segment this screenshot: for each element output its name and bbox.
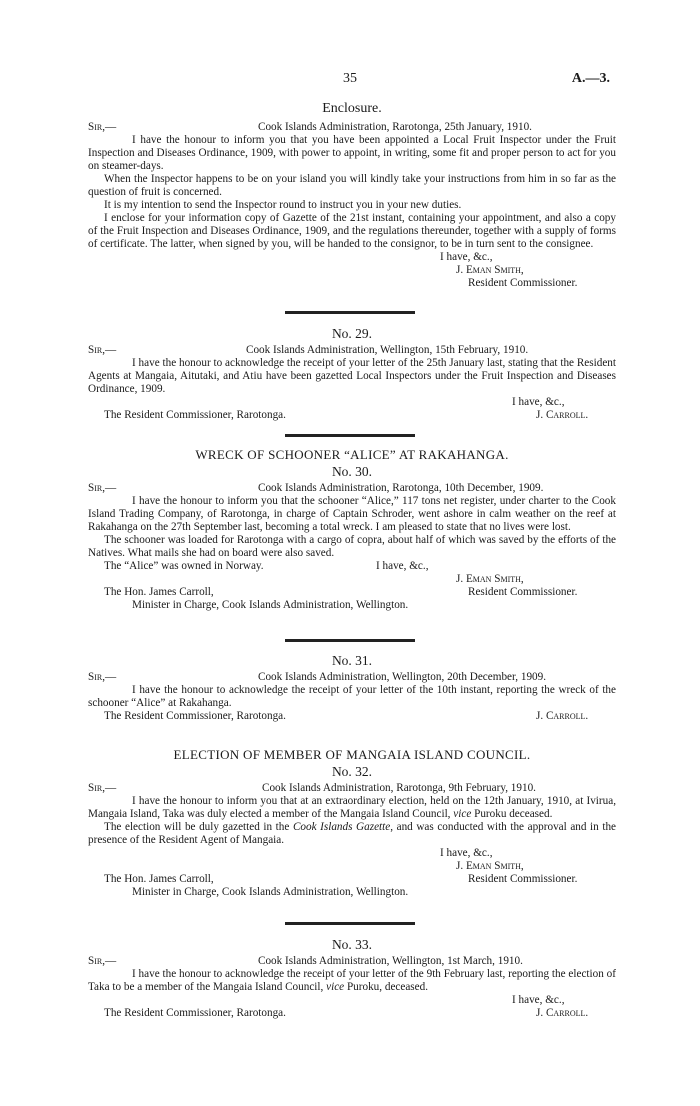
closing: I have, &c., [376,560,429,572]
signer-name: J. Eman Smith, [456,264,524,276]
section-rule [285,922,415,925]
letter-header [88,344,616,357]
addressee-line [88,409,616,422]
letter-heading: No. 33. [331,937,373,952]
signer-title: Resident Commissioner. [468,277,578,289]
place-date: Cook Islands Administration, Wellington, 1st March, 1910. [258,955,523,967]
signer-name: J. Carroll. [536,409,589,421]
addressee-line [88,586,616,599]
document-reference: A.—3. [571,71,610,86]
letter-no-33 [88,936,616,1020]
letter-no-30 [88,448,616,612]
paragraph: I have the honour to acknowledge the receipt of your letter of the 10th instant, reporting the wreck of the schooner “Alice” at Rakahanga. [88,684,616,709]
salutation: Sir,— [88,344,117,356]
letter-no-32 [88,748,616,899]
paragraph: When the Inspector happens to be on your island you will kindly take your instructions from him in so far as the question of fruit is concerned. [88,173,616,198]
closing-line [88,847,616,860]
salutation: Sir,— [88,671,117,683]
page-header [0,72,700,88]
section-rule [285,311,415,314]
paragraph: I have the honour to inform you that the schooner “Alice,” 117 tons net register, under charter to the Cook Island Trading Company, of Rarotonga, in charge of Captain Schroder, went ashore in calm weather on the reef at Rakahanga on the 27th September last, becoming a total wreck. I am pleased to state that no lives were lost. [88,495,616,533]
addressee: The Resident Commissioner, Rarotonga. [104,409,286,421]
paragraph: I have the honour to acknowledge the receipt of your letter of the 25th January last, stating that the Resident Agents at Mangaia, Aitutaki, and Atiu have been gazetted Local Inspectors under the Fruit Inspection and Diseases Ordinance, 1909. [88,357,616,395]
closing: I have, &c., [512,396,565,408]
gazette-italic: Cook Islands Gazette [292,821,391,833]
addressee: The Resident Commissioner, Rarotonga. [104,710,286,722]
paragraph: It is my intention to send the Inspector round to instruct you in your new duties. [104,199,462,211]
paragraph: I enclose for your information copy of Gazette of the 21st instant, containing your appointment, and also a copy of the Fruit Inspection and Diseases Ordinance, 1909, and the regulations thereunder, together with a supply of forms of certificate. The latter, when signed by you, will be handed to the consignor, to be in turn sent to the consignee. [88,212,616,250]
letter-heading: No. 30. [331,464,373,479]
section-rule [285,434,415,437]
signer-title-line [88,277,616,290]
signer-line [88,860,616,873]
signer-title: Resident Commissioner. [468,873,578,885]
letter-header [88,121,616,134]
signer-line [88,573,616,586]
closing: I have, &c., [440,847,493,859]
paragraph: The election will be duly gazetted in the Cook Islands Gazette, and was conducted with the approval and in the presence of the Resident Agent of Mangaia. [88,821,617,846]
place-date: Cook Islands Administration, Rarotonga, 10th December, 1909. [258,482,544,494]
enclosure-letter [88,100,616,290]
letter-header [88,671,616,684]
closing-line [88,994,616,1007]
salutation: Sir,— [88,955,117,967]
addressee: The Resident Commissioner, Rarotonga. [104,1007,286,1019]
addressee-line [88,1007,616,1020]
enclosure-title: Enclosure. [322,101,382,116]
paragraph: I have the honour to inform you that at an extraordinary election, held on the 12th January, 1910, at Ivirua, Mangaia Island, Taka was duly elected a member of the Mangaia Island Council, vice Puroku deceased. [88,795,616,820]
addressee-line-2 [88,886,616,899]
section-title: WRECK OF SCHOONER “ALICE” AT RAKAHANGA. [195,447,509,462]
vice-italic: vice [326,981,345,993]
signer-title: Resident Commissioner. [468,586,578,598]
closing-line [88,396,616,409]
signer-line [88,264,616,277]
addressee: Minister in Charge, Cook Islands Administration, Wellington. [132,886,409,898]
signer-name: J. Eman Smith, [456,860,524,872]
letter-heading: No. 29. [331,326,373,341]
place-date: Cook Islands Administration, Wellington, 20th December, 1909. [258,671,547,683]
letter-heading: No. 31. [331,653,373,668]
closing: I have, &c., [440,251,493,263]
closing-line [88,251,616,264]
place-date: Cook Islands Administration, Rarotonga, 9th February, 1910. [262,782,536,794]
salutation: Sir,— [88,482,117,494]
addressee-line [88,710,616,723]
addressee: The Hon. James Carroll, [104,586,214,598]
addressee: The Hon. James Carroll, [104,873,214,885]
letter-no-29 [88,325,616,422]
signer-name: J. Carroll. [536,710,589,722]
addressee: Minister in Charge, Cook Islands Administration, Wellington. [132,599,409,611]
salutation: Sir,— [88,121,117,133]
paragraph: The “Alice” was owned in Norway. [104,560,264,572]
closing: I have, &c., [512,994,565,1006]
letter-header [88,782,616,795]
paragraph: I have the honour to inform you that you have been appointed a Local Fruit Inspector under the Fruit Inspection and Diseases Ordinance, 1909, with power to appoint, in writing, some fit and proper person to act for you on steamer-days. [88,134,616,172]
page-number: 35 [343,71,357,86]
place-date: Cook Islands Administration, Rarotonga, 25th January, 1910. [258,121,532,133]
letter-heading: No. 32. [331,764,373,779]
closing-line [88,560,616,573]
section-title: ELECTION OF MEMBER OF MANGAIA ISLAND COUNCIL. [173,747,531,762]
addressee-line-2 [88,599,616,612]
letter-no-31 [88,652,616,723]
signer-name: J. Eman Smith, [456,573,524,585]
addressee-line [88,873,616,886]
vice-italic: vice [453,808,472,820]
paragraph: The schooner was loaded for Rarotonga with a cargo of copra, about half of which was saved by the efforts of the Natives. What mails she had on board were also saved. [88,534,616,559]
salutation: Sir,— [88,782,117,794]
letter-header [88,955,616,968]
section-rule [285,639,415,642]
letter-header [88,482,616,495]
paragraph: I have the honour to acknowledge the receipt of your letter of the 9th February last, reporting the election of Taka to be a member of the Mangaia Island Council, vice Puroku, deceased. [88,968,616,993]
place-date: Cook Islands Administration, Wellington, 15th February, 1910. [246,344,529,356]
signer-name: J. Carroll. [536,1007,589,1019]
